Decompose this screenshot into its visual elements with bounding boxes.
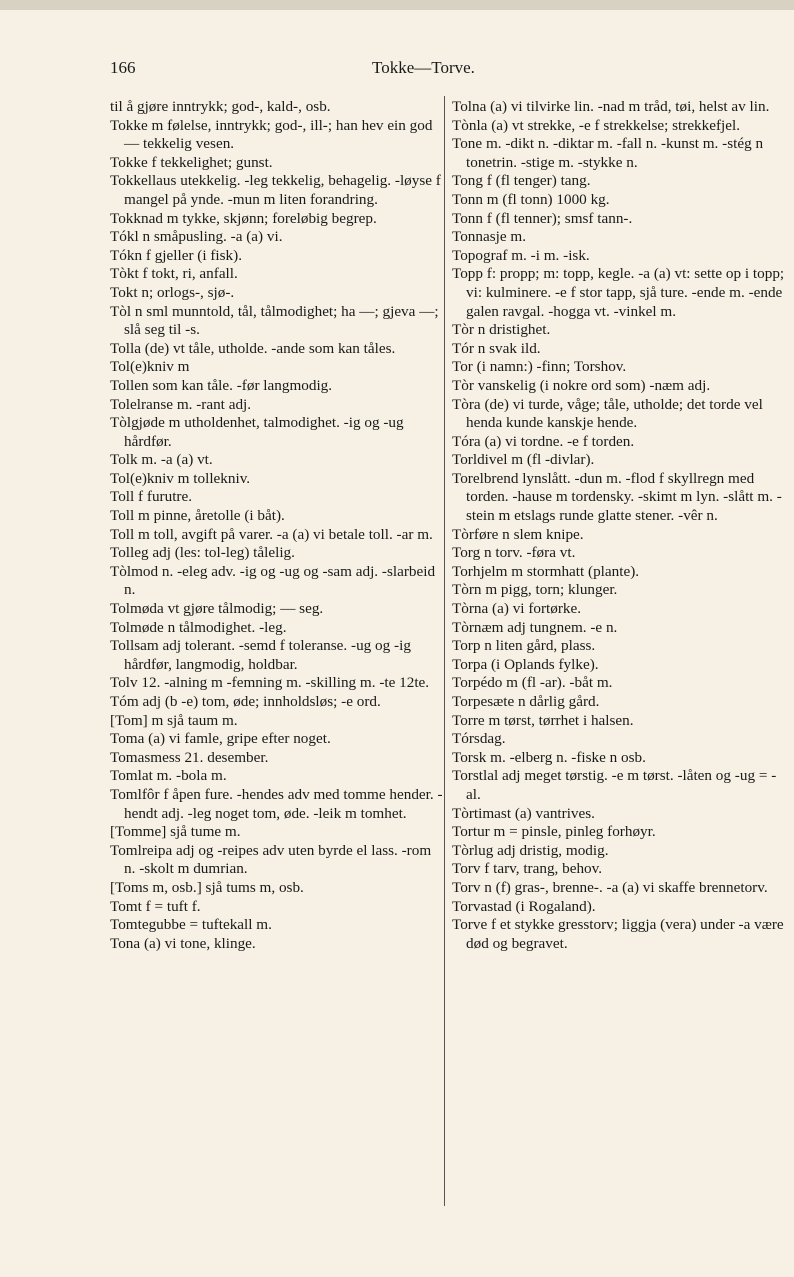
dictionary-entry: Toll f furutre. — [110, 488, 193, 506]
dictionary-entry: Tomt f = tuft f. — [110, 897, 201, 915]
dictionary-entry: Tolv 12. -alning m -femning m. -skilling m. -te 12te. — [110, 674, 430, 692]
dictionary-entry: Torvastad (i Rogaland). — [452, 897, 596, 915]
dictionary-entry: Tonn f (fl tenner); smsf tann-. — [452, 209, 633, 227]
dictionary-entry: Torhjelm m stormhatt (plante). — [452, 562, 640, 580]
dictionary-entry: Tòr vanskelig (i nokre ord som) -næm adj. — [452, 376, 711, 394]
dictionary-entry: [Toms m, osb.] sjå tums m, osb. — [110, 878, 304, 896]
dictionary-entry: Tolelranse m. -rant adj. — [110, 395, 252, 413]
dictionary-entry: Tòrn m pigg, torn; klunger. — [452, 581, 618, 599]
dictionary-entry: Tolna (a) vi tilvirke lin. -nad m tråd, tøi, helst av lin. — [452, 98, 770, 115]
dictionary-entry: Torsk m. -elberg n. -fiske n osb. — [452, 748, 646, 766]
dictionary-entry: Torelbrend lynslått. -dun m. -flod f skyllregn med torden. -hause m tordensky. -skimt m lyn. -slått m. -stein m etslags runde glatte stener. -vêr n. — [452, 469, 782, 525]
dictionary-entry: Toma (a) vi famle, gripe efter noget. — [110, 730, 331, 748]
dictionary-entry: Tòra (de) vi turde, våge; tåle, utholde; det torde vel henda kunde kanskje hende. — [452, 395, 763, 432]
dictionary-entry: Tor (i namn:) -finn; Torshov. — [452, 358, 627, 376]
dictionary-entry: Tong f (fl tenger) tang. — [452, 172, 591, 190]
dictionary-entry: [Tom] m sjå taum m. — [110, 711, 238, 729]
dictionary-entry: Topograf m. -i m. -isk. — [452, 246, 590, 264]
dictionary-entry: Tokke f tekkelighet; gunst. — [110, 153, 273, 171]
page-title: Tokke—Torve. — [372, 58, 475, 77]
dictionary-entry: Tòl n sml munntold, tål, tålmodighet; ha —; gjeva —; slå seg til -s. — [110, 302, 439, 339]
dictionary-entry: Torre m tørst, tørrhet i halsen. — [452, 711, 634, 729]
dictionary-entry: Tokke m følelse, inntrykk; god-, ill-; han hev ein god — tekkelig vesen. — [110, 116, 433, 153]
dictionary-entry: Tókl n småpusling. -a (a) vi. — [110, 228, 283, 246]
dictionary-entry: Tomlat m. -bola m. — [110, 767, 227, 785]
dictionary-entry: Tollsam adj tolerant. -semd f toleranse. -ug og -ig hårdfør, langmodig, holdbar. — [110, 637, 411, 673]
dictionary-entry: Tòrnæm adj tungnem. -e n. — [452, 618, 618, 636]
dictionary-entry: Tolk m. -a (a) vt. — [110, 451, 213, 469]
dictionary-entry: Tortur m = pinsle, pinleg forhøyr. — [452, 823, 656, 841]
dictionary-entry: Tona (a) vi tone, klinge. — [110, 934, 256, 952]
dictionary-entry: Torstlal adj meget tørstig. -e m tørst. -låten og -ug = -al. — [452, 767, 777, 803]
dictionary-entry: Tòlmod n. -eleg adv. -ig og -ug og -sam adj. -slarbeid n. — [110, 562, 436, 599]
dictionary-entry: Torp n liten gård, plass. — [452, 637, 596, 655]
dictionary-entry: Toll m toll, avgift på varer. -a (a) vi betale toll. -ar m. — [110, 525, 433, 543]
dictionary-entry: Tòlgjøde m utholdenhet, talmodighet. -ig og -ug hårdfør. — [110, 414, 404, 450]
dictionary-entry: Tol(e)kniv m tollekniv. — [110, 469, 251, 487]
dictionary-entry: Tònla (a) vt strekke, -e f strekkelse; strekkefjel. — [452, 116, 741, 134]
page-top-edge — [0, 0, 794, 10]
dictionary-entry: til å gjøre inntrykk; god-, kald-, osb. — [110, 98, 331, 115]
dictionary-entry: Tór n svak ild. — [452, 339, 541, 357]
dictionary-entry: Tol(e)kniv m — [110, 358, 190, 376]
dictionary-entry: Torpa (i Oplands fylke). — [452, 655, 599, 673]
dictionary-entry: Tomasmess 21. desember. — [110, 748, 269, 766]
dictionary-entry: Tóm adj (b -e) tom, øde; innholdsløs; -e ord. — [110, 693, 381, 710]
dictionary-entry: Tomlfôr f åpen fure. -hendes adv med tomme hender. -hendt adj. -leg noget tom, øde. -leik m tomhet. — [110, 785, 443, 822]
dictionary-entry: Torpédo m (fl -ar). -båt m. — [452, 674, 613, 692]
dictionary-entry: Tomlreipa adj og -reipes adv uten byrde el lass. -rom n. -skolt m dumrian. — [110, 841, 432, 878]
dictionary-entry: Tóra (a) vi tordne. -e f torden. — [452, 432, 635, 450]
dictionary-entry: Tolmøda vt gjøre tålmodig; — seg. — [110, 600, 324, 618]
dictionary-entry: Tolleg adj (les: tol-leg) tålelig. — [110, 544, 295, 562]
dictionary-entry: Torv n (f) gras-, brenne-. -a (a) vi skaffe brennetorv. — [452, 878, 768, 896]
dictionary-entry: Toll m pinne, åretolle (i båt). — [110, 507, 285, 525]
dictionary-entry: Tokknad m tykke, skjønn; foreløbig begrep. — [110, 209, 377, 227]
dictionary-entry: Tòkt f tokt, ri, anfall. — [110, 265, 238, 283]
dictionary-entry: Tone m. -dikt n. -diktar m. -fall n. -kunst m. -stég n tonetrin. -stige m. -stykke n. — [452, 135, 764, 171]
dictionary-entry: Torldivel m (fl -divlar). — [452, 451, 595, 469]
dictionary-entry: Tomtegubbe = tuftekall m. — [110, 916, 272, 934]
dictionary-entry: Tòrføre n slem knipe. — [452, 525, 584, 543]
dictionary-entry: Topp f: propp; m: topp, kegle. -a (a) vt: sette op i topp; vi: kulminere. -e f stor tapp, sjå ture. -ende m. -ende galen ravgal. -hogga vt. -vinkel m. — [452, 265, 785, 320]
dictionary-entry: Tòrna (a) vi fortørke. — [452, 600, 582, 618]
left-column — [110, 98, 443, 953]
dictionary-entry: Tolla (de) vt tåle, utholde. -ande som kan tåles. — [110, 339, 396, 357]
dictionary-entry: Torpesæte n dårlig gård. — [452, 693, 600, 710]
dictionary-entry: Tonn m (fl tonn) 1000 kg. — [452, 190, 610, 208]
dictionary-entry: Tonnasje m. — [452, 228, 527, 246]
dictionary-entry: Tolmøde n tålmodighet. -leg. — [110, 618, 287, 636]
dictionary-entry: [Tomme] sjå tume m. — [110, 823, 241, 841]
dictionary-entry: Tòrtimast (a) vantrives. — [452, 804, 595, 822]
dictionary-entry: Torg n torv. -føra vt. — [452, 544, 576, 562]
page-header — [110, 58, 750, 84]
column-divider — [444, 96, 445, 1206]
dictionary-entry: Tòr n dristighet. — [452, 321, 551, 339]
page-number: 166 — [110, 58, 136, 77]
dictionary-entry: Tollen som kan tåle. -før langmodig. — [110, 376, 333, 394]
dictionary-entry: Torv f tarv, trang, behov. — [452, 860, 603, 878]
dictionary-entry: Torve f et stykke gresstorv; liggja (vera) under -a være død og begravet. — [452, 916, 784, 952]
dictionary-entry: Tokkellaus utekkelig. -leg tekkelig, behagelig. -løyse f mangel på ynde. -mun m liten forandring. — [110, 172, 441, 208]
right-column — [452, 98, 785, 953]
dictionary-entry: Tórsdag. — [452, 730, 506, 748]
dictionary-entry: Tókn f gjeller (i fisk). — [110, 246, 243, 264]
dictionary-entry: Tokt n; orlogs-, sjø-. — [110, 283, 235, 301]
dictionary-entry: Tòrlug adj dristig, modig. — [452, 841, 609, 859]
